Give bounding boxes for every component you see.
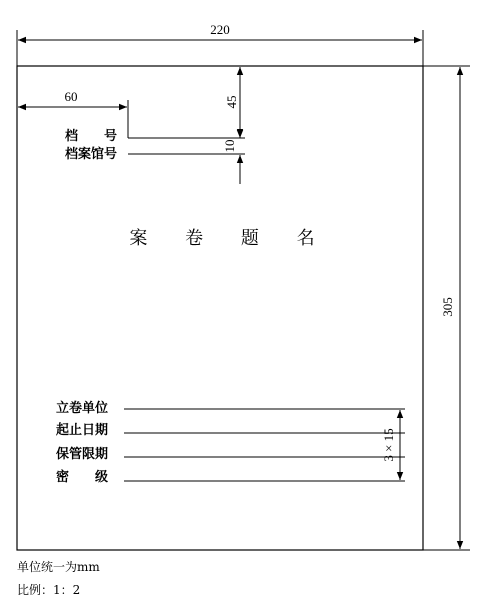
rows-dimension-label: 3 × 15 — [381, 428, 396, 462]
filing-unit-label: 立卷单位 — [56, 401, 109, 416]
title-label: 案 卷 题 名 — [129, 228, 331, 249]
archive-office-number-label: 档案馆号 — [65, 147, 118, 162]
archive-number-label: 档 号 — [65, 129, 118, 144]
unit-note: 单位统一为mm — [17, 560, 100, 574]
date-range-label: 起止日期 — [56, 423, 109, 438]
retention-period-label: 保管限期 — [56, 447, 109, 462]
margin-dimension-label: 60 — [64, 89, 78, 104]
height-dimension-label: 305 — [440, 297, 455, 317]
offset-dimension-label: 45 — [224, 95, 239, 109]
scale-note: 比例：1：2 — [17, 583, 81, 597]
width-dimension-label: 220 — [210, 22, 230, 37]
security-level-label: 密 级 — [56, 470, 109, 485]
gap-dimension-label: 10 — [222, 139, 237, 153]
